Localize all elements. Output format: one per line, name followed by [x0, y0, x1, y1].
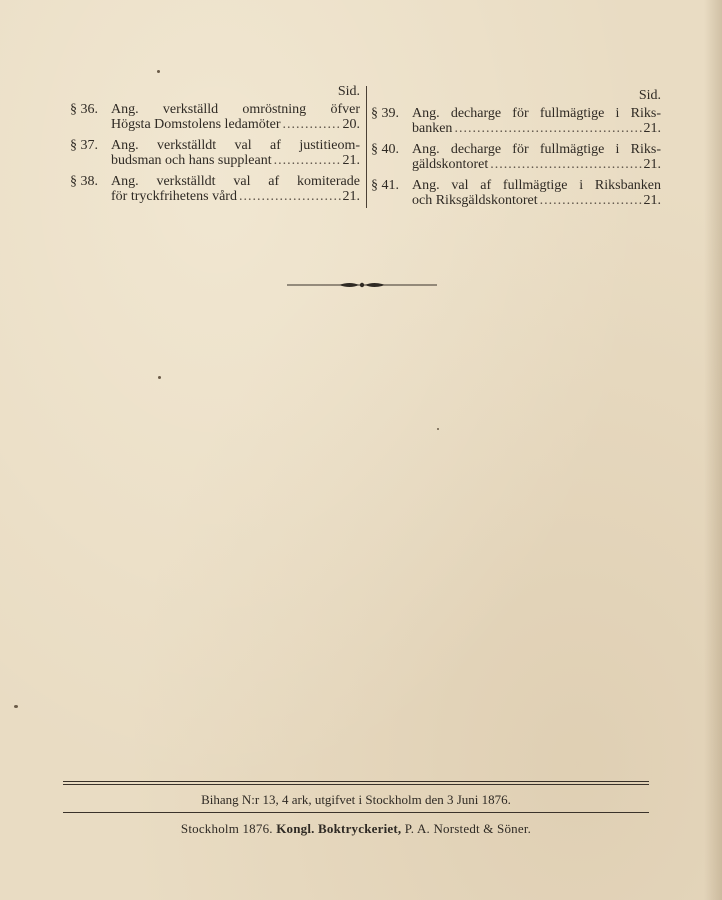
entry-last-line	[111, 189, 360, 204]
entry-text-line: och Riksgäldskontoret	[412, 193, 538, 208]
printer-suffix: P. A. Norstedt & Söner.	[404, 821, 532, 836]
page-number: 21.	[643, 157, 661, 172]
toc-entry	[371, 178, 661, 208]
leader-dots	[540, 193, 642, 208]
entry-text-line: Ang. verkställd omröstning öfver	[111, 102, 360, 117]
page-number: 21.	[342, 189, 360, 204]
leader-dots	[283, 117, 341, 132]
toc-entry	[70, 138, 360, 168]
page-number: 21.	[342, 153, 360, 168]
section-number: § 37.	[70, 138, 98, 153]
section-number: § 38.	[70, 174, 98, 189]
toc-entry	[371, 106, 661, 136]
entry-last-line	[111, 153, 360, 168]
entry-text-line: budsman och hans suppleant	[111, 153, 272, 168]
printer-imprint	[63, 821, 649, 837]
toc-entry	[70, 174, 360, 204]
section-number: § 41.	[371, 178, 399, 193]
entry-text-line: för tryckfrihetens vård	[111, 189, 237, 204]
paper-speck	[157, 70, 160, 73]
printer-prefix: Stockholm 1876.	[180, 821, 273, 836]
footer-rule	[63, 784, 649, 785]
footer-rule	[63, 781, 649, 782]
toc-right-column	[371, 88, 661, 214]
page-edge-shadow	[704, 0, 722, 900]
entry-text-line: Ang. val af fullmägtige i Riksbanken	[412, 178, 661, 193]
page-number: 21.	[643, 193, 661, 208]
sid-header-right: Sid.	[638, 88, 661, 103]
entry-last-line	[412, 193, 661, 208]
leader-dots	[490, 157, 641, 172]
entry-last-line	[412, 157, 661, 172]
leader-dots	[239, 189, 341, 204]
paper-speck	[14, 705, 18, 708]
entry-text-line: Ang. verkställdt val af justitieom-	[111, 138, 360, 153]
page-number: 20.	[342, 117, 360, 132]
paper-speck	[437, 428, 439, 430]
entry-text-line: Ang. verkställdt val af komiterade	[111, 174, 360, 189]
section-number: § 36.	[70, 102, 98, 117]
toc-left-column	[70, 84, 360, 210]
entry-text-line: gäldskontoret	[412, 157, 489, 172]
entry-text-line: banken	[412, 121, 453, 136]
page-number: 21.	[643, 121, 661, 136]
entry-text-line: Högsta Domstolens ledamöter	[111, 117, 281, 132]
entry-last-line	[412, 121, 661, 136]
ornament-divider	[287, 278, 437, 292]
bihang-notice: Bihang N:r 13, 4 ark, utgifvet i Stockholm den 3 Juni 1876.	[201, 792, 511, 807]
leader-dots	[274, 153, 341, 168]
section-number: § 40.	[371, 142, 399, 157]
entry-last-line	[111, 117, 360, 132]
sid-header-left: Sid.	[337, 84, 360, 99]
toc-entry	[371, 142, 661, 172]
entry-text-line: Ang. decharge för fullmägtige i Riks-	[412, 142, 661, 157]
printer-name: Kongl. Boktryckeriet,	[276, 821, 402, 836]
paper-speck	[158, 376, 161, 379]
entry-text-line: Ang. decharge för fullmägtige i Riks-	[412, 106, 661, 121]
column-divider	[366, 86, 367, 208]
footer-rule	[63, 812, 649, 813]
leader-dots	[454, 121, 641, 136]
toc-entry	[70, 102, 360, 132]
section-number: § 39.	[371, 106, 399, 121]
